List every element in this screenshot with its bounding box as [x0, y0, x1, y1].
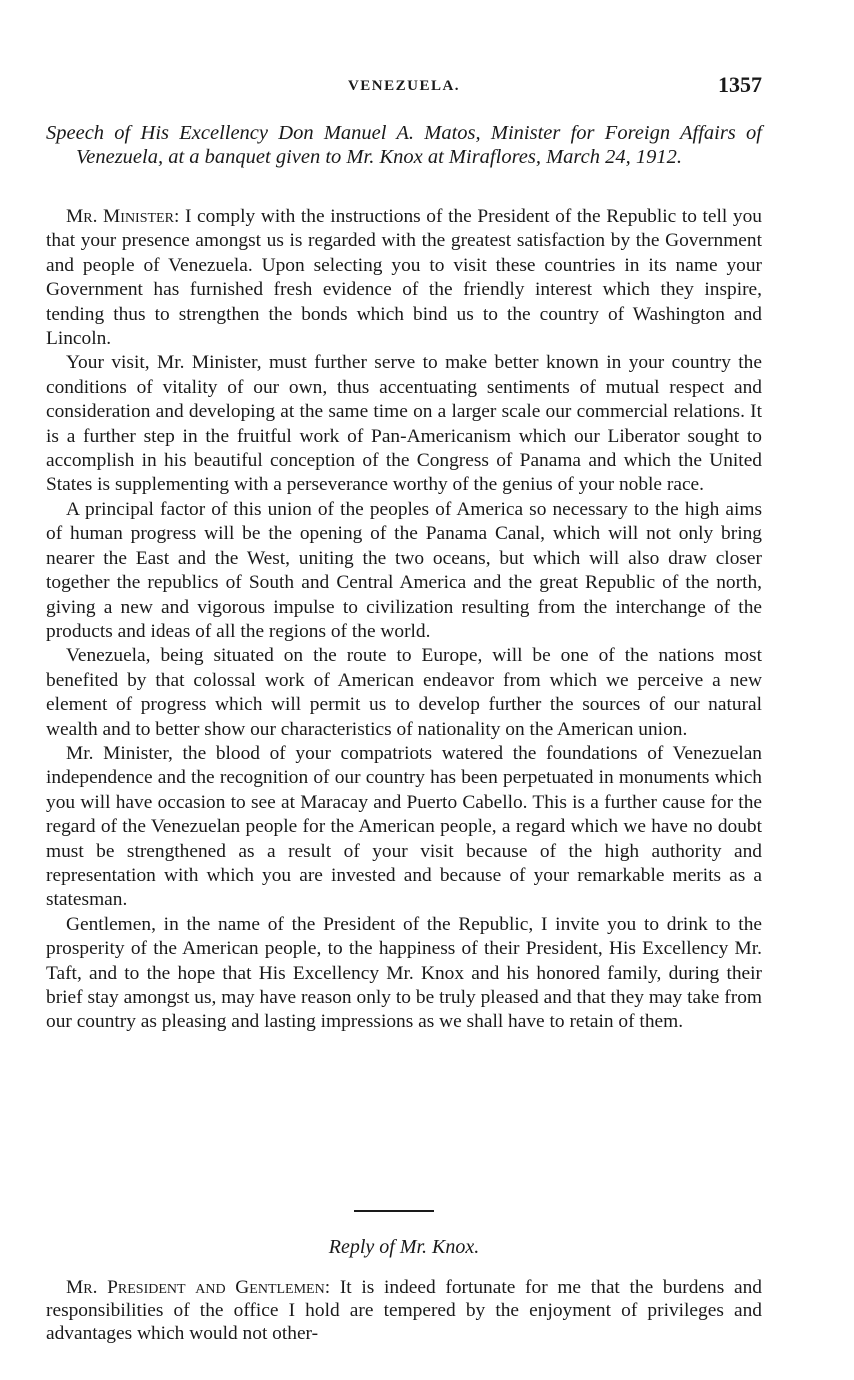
- reply-salutation: Mr. President and Gentlemen:: [66, 1277, 331, 1298]
- running-title: VENEZUELA.: [347, 78, 461, 94]
- reply-paragraph: [46, 1276, 762, 1345]
- paragraph-1-text: I comply with the instructions of the President of the Republic to tell you that your presence amongst us is regarded with the greatest satisfaction by the Government and people of Venezuela. Upon selecting you to visit these countries in its name your Government has furnished fresh evidence of the friendly interest which they inspire, tending thus to strengthen the bonds which bind us to the country of Washington and Lincoln.: [46, 206, 762, 350]
- paragraph-5: Mr. Minister, the blood of your compatriots watered the foundations of Venezuelan independence and the recognition of our country has been perpetuated in monuments which you will have occasion to see at Maracay and Puerto Cabello. This is a further cause for the regard of the Venezuelan people for the American people, a regard which we have no doubt must be strengthened as a result of your visit because of the high authority and representation with which you are invested and because of your remarkable merits as a statesman.: [46, 742, 762, 911]
- running-head: [46, 72, 762, 102]
- speech-heading: Speech of His Excellency Don Manuel A. Matos, Minister for Foreign Affairs of Venezuela, at a banquet given to Mr. Knox at Miraflores, March 24, 1912.: [46, 122, 762, 168]
- paragraph-2: Your visit, Mr. Minister, must further serve to make better known in your country the conditions of vitality of our own, thus accentuating sentiments of mutual respect and consideration and developing at the same time on a larger scale our commercial relations. It is a further step in the fruitful work of Pan-Americanism which our Liberator sought to accomplish in his beautiful conception of the Congress of Panama and which the United States is supplementing with a perseverance worthy of the genius of your noble race.: [46, 352, 762, 496]
- paragraph-3: A principal factor of this union of the peoples of America so necessary to the high aims of human progress will be the opening of the Panama Canal, which will not only bring nearer the East and the West, uniting the two oceans, but which will also draw closer together the republics of South and Central America and the great Republic of the north, giving a new and vigorous impulse to civilization resulting from the interchange of the products and ideas of all the regions of the world.: [46, 498, 762, 642]
- paragraph-4: Venezuela, being situated on the route to Europe, will be one of the nations most benefited by that colossal work of American endeavor from which we perceive a new element of progress which will permit us to develop further the sources of our natural wealth and to better show our characteristics of nationality on the American union.: [46, 645, 762, 740]
- paragraph-1: [46, 205, 762, 351]
- reply-body: [46, 1276, 762, 1345]
- reply-heading: Reply of Mr. Knox.: [328, 1236, 480, 1258]
- page-number: 1357: [718, 72, 762, 97]
- speech-body: [46, 205, 762, 1035]
- reply-paragraph-text: It is indeed fortunate for me that the burdens and responsibilities of the office I hold are tempered by the enjoyment of privileges and advantages which would not other-: [46, 1277, 762, 1344]
- paragraph-6: Gentlemen, in the name of the President of the Republic, I invite you to drink to the prosperity of the American people, to the happiness of their President, His Excellency Mr. Taft, and to the hope that His Excellency Mr. Knox and his honored family, during their brief stay amongst us, may have reason only to be truly pleased and that they may take from our country as pleasing and lasting impressions as we shall have to retain of them.: [46, 913, 762, 1033]
- section-divider: [354, 1210, 434, 1212]
- salutation: Mr. Minister:: [66, 206, 180, 227]
